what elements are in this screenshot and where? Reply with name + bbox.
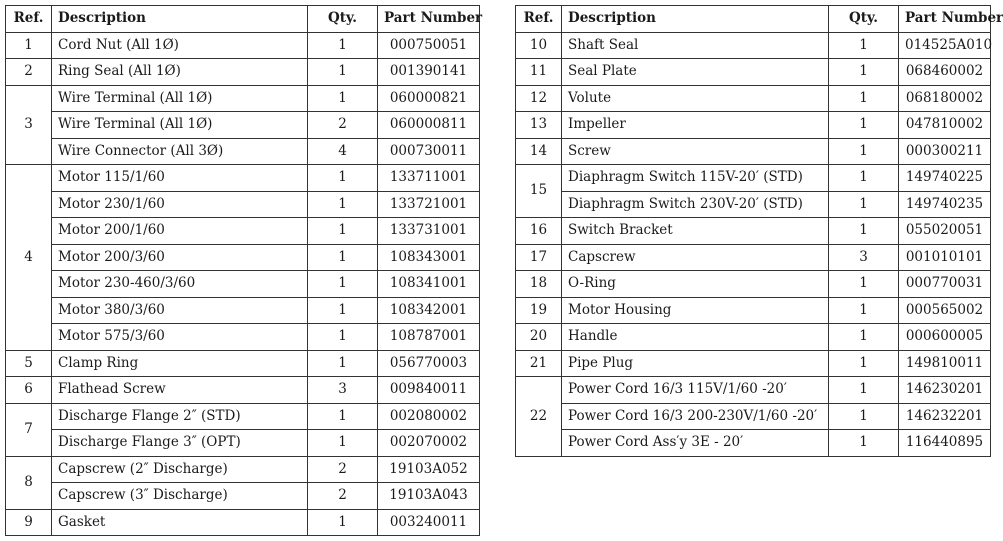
- description-cell: Cord Nut (All 1Ø): [52, 32, 308, 59]
- description-cell: Motor 380/3/60: [52, 297, 308, 324]
- description-cell: Wire Connector (All 3Ø): [52, 138, 308, 165]
- description-cell: Capscrew (2″ Discharge): [52, 456, 308, 483]
- qty-cell: 1: [829, 403, 899, 430]
- qty-cell: 1: [829, 59, 899, 86]
- part-number-header: Part Number: [378, 6, 480, 33]
- ref-cell: 10: [516, 32, 562, 59]
- ref-cell: 20: [516, 324, 562, 351]
- part-number-cell: 149740225: [899, 165, 991, 192]
- part-number-cell: 014525A010: [899, 32, 991, 59]
- description-cell: Wire Terminal (All 1Ø): [52, 112, 308, 139]
- part-number-cell: 068180002: [899, 85, 991, 112]
- description-cell: Discharge Flange 3″ (OPT): [52, 430, 308, 457]
- part-number-cell: 055020051: [899, 218, 991, 245]
- header-row: [6, 6, 480, 33]
- qty-cell: 1: [829, 297, 899, 324]
- part-number-cell: 000770031: [899, 271, 991, 298]
- description-cell: O-Ring: [562, 271, 829, 298]
- part-number-cell: 000565002: [899, 297, 991, 324]
- description-cell: Diaphragm Switch 115V-20′ (STD): [562, 165, 829, 192]
- ref-cell: 3: [6, 85, 52, 165]
- table-row: [6, 32, 480, 59]
- part-number-cell: 133731001: [378, 218, 480, 245]
- parts-table-right: [515, 5, 1003, 457]
- description-cell: Switch Bracket: [562, 218, 829, 245]
- qty-cell: 1: [829, 271, 899, 298]
- qty-cell: 3: [308, 377, 378, 404]
- part-number-cell: 000750051: [378, 32, 480, 59]
- part-number-cell: 19103A043: [378, 483, 480, 510]
- description-cell: Motor Housing: [562, 297, 829, 324]
- qty-cell: 4: [308, 138, 378, 165]
- table-row: [516, 271, 991, 298]
- ref-cell: 5: [6, 350, 52, 377]
- part-number-header: Part Number: [899, 6, 991, 33]
- table-row: [6, 509, 480, 536]
- qty-cell: 1: [308, 244, 378, 271]
- description-cell: Motor 200/1/60: [52, 218, 308, 245]
- ref-cell: 12: [516, 85, 562, 112]
- part-number-cell: 108787001: [378, 324, 480, 351]
- part-number-cell: 001010101: [899, 244, 991, 271]
- description-cell: Motor 115/1/60: [52, 165, 308, 192]
- qty-cell: 1: [308, 509, 378, 536]
- description-cell: Seal Plate: [562, 59, 829, 86]
- parts-table-left: [5, 5, 483, 536]
- table-row: [6, 271, 480, 298]
- ref-cell: 22: [516, 377, 562, 457]
- part-number-cell: 060000811: [378, 112, 480, 139]
- ref-cell: 2: [6, 59, 52, 86]
- ref-cell: 1: [6, 32, 52, 59]
- table-row: [516, 430, 991, 457]
- table-row: [6, 244, 480, 271]
- table-row: [6, 297, 480, 324]
- part-number-cell: 000730011: [378, 138, 480, 165]
- ref-cell: 19: [516, 297, 562, 324]
- qty-cell: 2: [308, 483, 378, 510]
- table-row: [516, 244, 991, 271]
- description-cell: Gasket: [52, 509, 308, 536]
- table-row: [516, 403, 991, 430]
- description-cell: Diaphragm Switch 230V-20′ (STD): [562, 191, 829, 218]
- qty-cell: 1: [308, 191, 378, 218]
- qty-cell: 1: [829, 377, 899, 404]
- qty-cell: 1: [829, 32, 899, 59]
- ref-cell: 14: [516, 138, 562, 165]
- ref-cell: 21: [516, 350, 562, 377]
- description-cell: Screw: [562, 138, 829, 165]
- table-row: [6, 350, 480, 377]
- ref-cell: 16: [516, 218, 562, 245]
- table-row: [6, 483, 480, 510]
- table-row: [6, 218, 480, 245]
- part-number-cell: 133711001: [378, 165, 480, 192]
- table-row: [6, 403, 480, 430]
- table-row: [6, 165, 480, 192]
- table-row: [6, 377, 480, 404]
- ref-header: Ref.: [6, 6, 52, 33]
- ref-cell: 9: [6, 509, 52, 536]
- qty-cell: 3: [829, 244, 899, 271]
- description-cell: Clamp Ring: [52, 350, 308, 377]
- qty-cell: 1: [829, 85, 899, 112]
- qty-cell: 1: [308, 271, 378, 298]
- part-number-cell: 108341001: [378, 271, 480, 298]
- qty-cell: 1: [308, 85, 378, 112]
- table-row: [516, 138, 991, 165]
- qty-cell: 2: [308, 112, 378, 139]
- table-row: [6, 456, 480, 483]
- description-cell: Pipe Plug: [562, 350, 829, 377]
- table-row: [516, 32, 991, 59]
- ref-cell: 11: [516, 59, 562, 86]
- part-number-cell: 19103A052: [378, 456, 480, 483]
- qty-cell: 1: [308, 403, 378, 430]
- qty-cell: 1: [308, 218, 378, 245]
- description-cell: Handle: [562, 324, 829, 351]
- description-header: Description: [562, 6, 829, 33]
- ref-cell: 4: [6, 165, 52, 351]
- part-number-cell: 001390141: [378, 59, 480, 86]
- description-cell: Motor 230/1/60: [52, 191, 308, 218]
- table-row: [6, 85, 480, 112]
- qty-cell: 1: [829, 350, 899, 377]
- part-number-cell: 060000821: [378, 85, 480, 112]
- part-number-cell: 047810002: [899, 112, 991, 139]
- table-row: [516, 297, 991, 324]
- qty-header: Qty.: [308, 6, 378, 33]
- description-cell: Motor 230-460/3/60: [52, 271, 308, 298]
- description-cell: Power Cord 16/3 200-230V/1/60 -20′: [562, 403, 829, 430]
- ref-cell: 13: [516, 112, 562, 139]
- part-number-cell: 056770003: [378, 350, 480, 377]
- part-number-cell: 146232201: [899, 403, 991, 430]
- qty-cell: 1: [308, 165, 378, 192]
- part-number-cell: 149740235: [899, 191, 991, 218]
- ref-cell: 17: [516, 244, 562, 271]
- qty-cell: 1: [308, 350, 378, 377]
- description-cell: Impeller: [562, 112, 829, 139]
- part-number-cell: 133721001: [378, 191, 480, 218]
- part-number-cell: 146230201: [899, 377, 991, 404]
- ref-cell: 6: [6, 377, 52, 404]
- qty-cell: 1: [829, 430, 899, 457]
- table-row: [6, 138, 480, 165]
- ref-cell: 18: [516, 271, 562, 298]
- qty-cell: 1: [829, 324, 899, 351]
- table-row: [6, 430, 480, 457]
- part-number-cell: 068460002: [899, 59, 991, 86]
- description-cell: Capscrew: [562, 244, 829, 271]
- header-row: [516, 6, 991, 33]
- description-cell: Power Cord Ass′y 3E - 20′: [562, 430, 829, 457]
- qty-cell: 1: [308, 324, 378, 351]
- part-number-cell: 003240011: [378, 509, 480, 536]
- qty-cell: 1: [308, 430, 378, 457]
- qty-cell: 1: [829, 218, 899, 245]
- qty-cell: 1: [829, 112, 899, 139]
- qty-cell: 1: [829, 138, 899, 165]
- qty-cell: 1: [829, 191, 899, 218]
- table-row: [516, 218, 991, 245]
- part-number-cell: 000300211: [899, 138, 991, 165]
- ref-cell: 7: [6, 403, 52, 456]
- description-cell: Discharge Flange 2″ (STD): [52, 403, 308, 430]
- table-row: [516, 377, 991, 404]
- table-row: [6, 59, 480, 86]
- qty-cell: 1: [308, 32, 378, 59]
- table-row: [6, 324, 480, 351]
- qty-cell: 1: [308, 59, 378, 86]
- description-cell: Capscrew (3″ Discharge): [52, 483, 308, 510]
- table-row: [516, 112, 991, 139]
- description-cell: Wire Terminal (All 1Ø): [52, 85, 308, 112]
- qty-cell: 1: [829, 165, 899, 192]
- ref-header: Ref.: [516, 6, 562, 33]
- part-number-cell: 108343001: [378, 244, 480, 271]
- ref-cell: 15: [516, 165, 562, 218]
- table-row: [6, 191, 480, 218]
- table-row: [516, 191, 991, 218]
- part-number-cell: 002080002: [378, 403, 480, 430]
- part-number-cell: 000600005: [899, 324, 991, 351]
- ref-cell: 8: [6, 456, 52, 509]
- part-number-cell: 009840011: [378, 377, 480, 404]
- part-number-cell: 149810011: [899, 350, 991, 377]
- table-row: [6, 112, 480, 139]
- part-number-cell: 108342001: [378, 297, 480, 324]
- table-row: [516, 324, 991, 351]
- qty-cell: 2: [308, 456, 378, 483]
- table-row: [516, 85, 991, 112]
- qty-cell: 1: [308, 297, 378, 324]
- description-cell: Motor 575/3/60: [52, 324, 308, 351]
- table-row: [516, 59, 991, 86]
- table-row: [516, 165, 991, 192]
- part-number-cell: 116440895: [899, 430, 991, 457]
- description-cell: Flathead Screw: [52, 377, 308, 404]
- qty-header: Qty.: [829, 6, 899, 33]
- part-number-cell: 002070002: [378, 430, 480, 457]
- description-cell: Shaft Seal: [562, 32, 829, 59]
- description-cell: Motor 200/3/60: [52, 244, 308, 271]
- table-row: [516, 350, 991, 377]
- description-cell: Ring Seal (All 1Ø): [52, 59, 308, 86]
- description-cell: Power Cord 16/3 115V/1/60 -20′: [562, 377, 829, 404]
- description-cell: Volute: [562, 85, 829, 112]
- description-header: Description: [52, 6, 308, 33]
